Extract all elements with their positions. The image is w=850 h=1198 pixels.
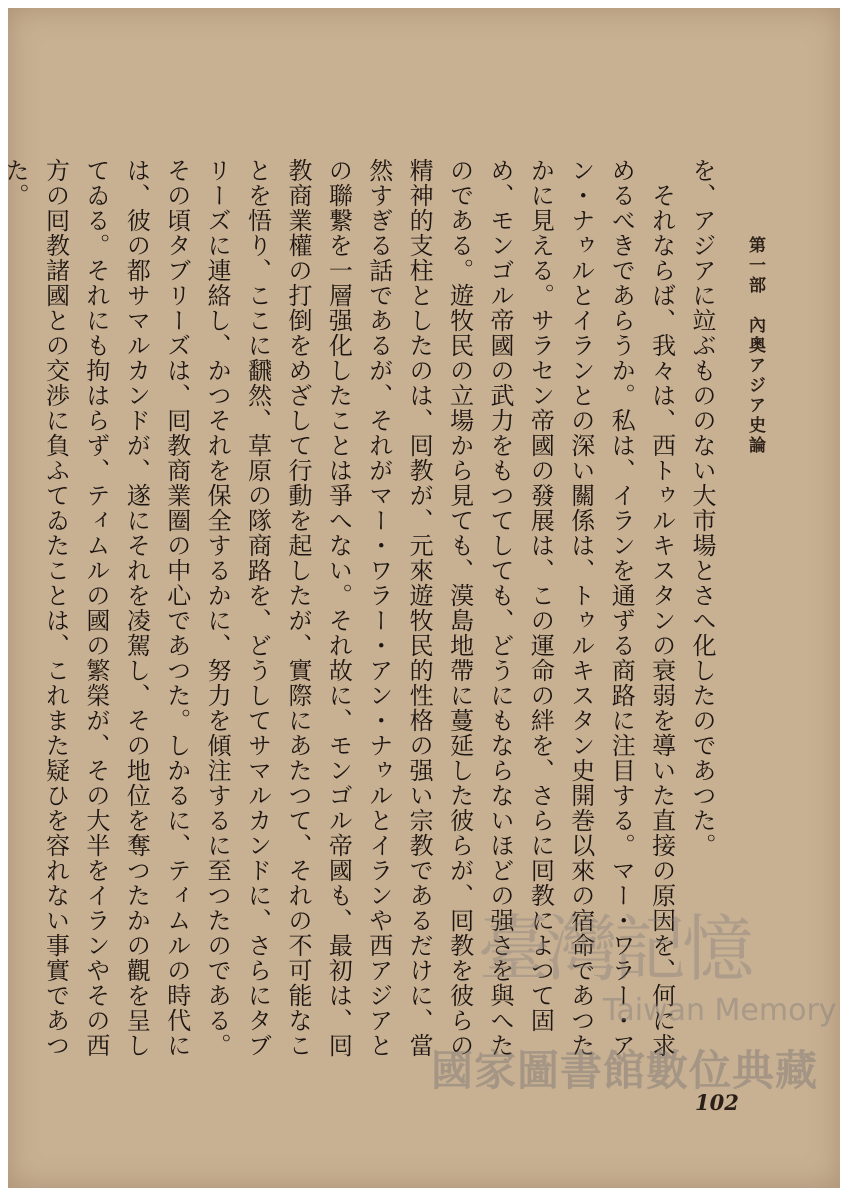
paragraph: を、アジアに竝ぶもののない大市場とさへ化したのであつた。 bbox=[688, 158, 716, 858]
paragraph: それならば、我々は、西トゥルキスタンの衰弱を導いた直接の原因を、何に求めるべきであらうか。私は、イランを通ずる商路に注目する。マー・ワラー・アン・ナゥルとイランとの深い關係は、トゥルキスタン史開巻以來の宿命であつたかに見える。サラセン帝國の發展は、この運命の絆を、さらに囘教によつて固め、モンゴル帝國の武力をもつてしても、どうにもならないほどの强さを與へたのである。遊牧民の立場から見ても、漠島地帶に蔓延した彼らが、囘教を彼らの精神的支柱としたのは、囘教が、元來遊牧民的性格の强い宗教であるだけに、當然すぎる話であるが、それがマー・ワラー・アン・ナゥルとイランや西アジアとの聯繋を一層强化したことは爭へない。それ故に、モンゴル帝國も、最初は、囘教商業權の打倒をめざして行動を起したが、實際にあたつて、それの不可能なことを悟り、ここに飜然、草原の隊商路を、どうしてサマルカンドに、さらにタブリーズに連絡し、かつそれを保全するかに、努力を傾注するに至つたのである。その頃タブリーズは、囘教商業圈の中心であつた。しかるに、ティムルの時代には、彼の都サマルカンドが、遂にそれを凌駕し、その地位を奪つたかの觀を呈してゐる。それにも拘はらず、ティムルの國の繁榮が、その大半をイランやその西方の囘教諸國との交渉に負ふてゐたことは、これまた疑ひを容れない事實であつた。 bbox=[1, 158, 676, 1058]
page-number: 102 bbox=[695, 1090, 739, 1115]
watermark-org: 國家圖書館數位典藏 bbox=[431, 1046, 819, 1095]
running-header: 第一部 內奥アジア史論 bbox=[745, 236, 765, 456]
book-page bbox=[1, 8, 840, 1188]
watermark-latin: Taiwan Memory bbox=[603, 993, 837, 1028]
watermark-emblem: 臺灣記憶 bbox=[478, 907, 751, 991]
